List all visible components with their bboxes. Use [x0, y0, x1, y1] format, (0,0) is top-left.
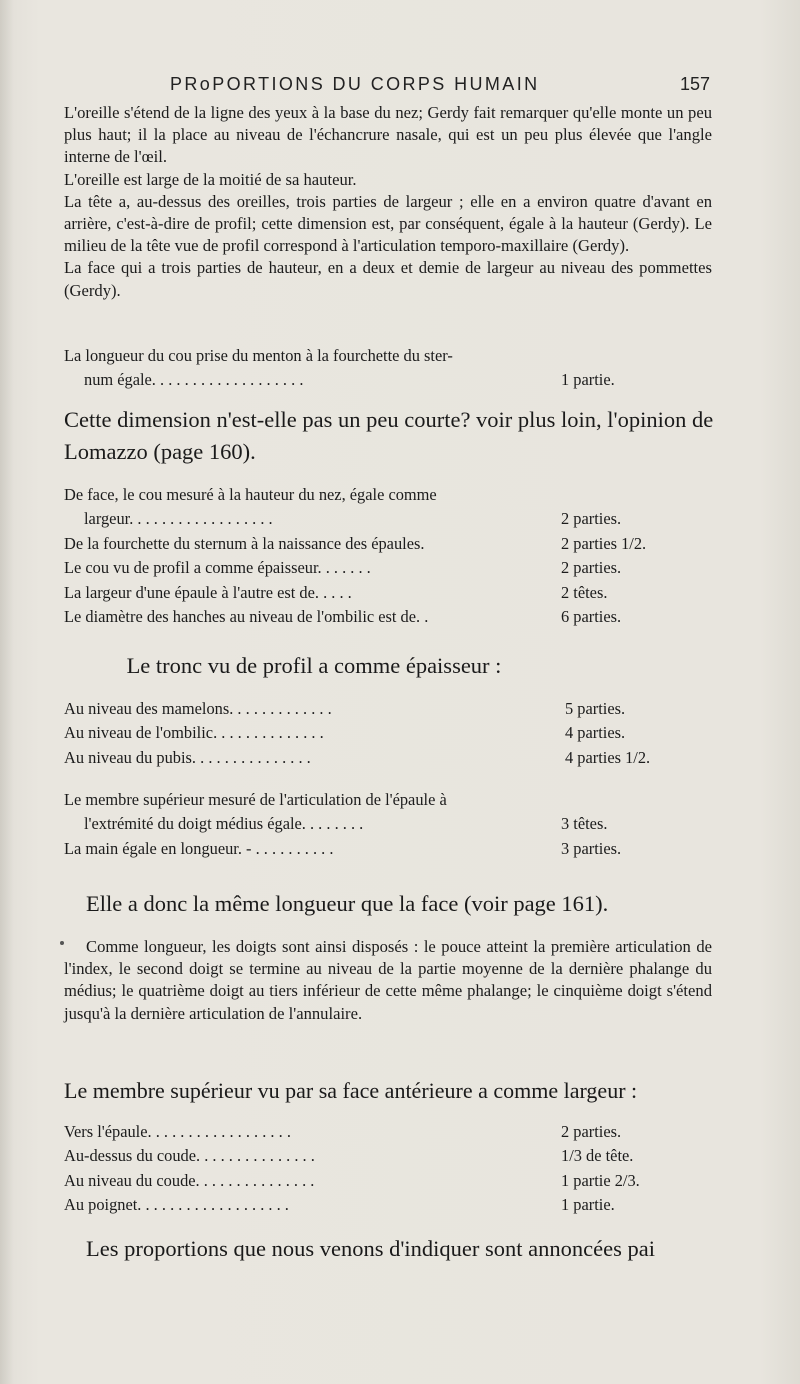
face-row-label: Le cou vu de profil a comme épaisseur. . . . . . .	[64, 558, 371, 578]
heading-trunk: Le tronc vu de profil a comme épaisseur :	[126, 653, 502, 678]
paragraph-fingers: Comme longueur, les doigts sont ainsi disposés : le pouce atteint la première articulation de l'index, le second doigt se termine au niveau de la partie moyenne de la dernière phalange du médius; le quatrième doigt au tiers inférieur de cette même phalange; le cinquième doigt s'étend jusqu'à la dernière articulation de l'annulaire.	[64, 937, 712, 1023]
face-row-label: largeur. . . . . . . . . . . . . . . . . .	[84, 509, 273, 529]
neck-length-value: 1 partie.	[561, 370, 615, 390]
remark-hand-face: Elle a donc la même longueur que la face (voir page 161).	[86, 891, 609, 916]
paragraph-ear-position: L'oreille s'étend de la ligne des yeux à la base du nez; Gerdy fait remarquer qu'elle monte un peu plus haut; il la place au niveau de l'échancrure nasale, qui est un peu plus élevée que l'angle interne de l'œil.	[64, 103, 712, 167]
arm-width-row-value: 1/3 de tête.	[561, 1146, 634, 1166]
trunk-row-value: 4 parties.	[565, 723, 626, 743]
face-row-label: Le diamètre des hanches au niveau de l'ombilic est de. .	[64, 606, 429, 626]
arm-width-row-value: 2 parties.	[561, 1122, 622, 1141]
arm-width-row-label: Au niveau du coude. . . . . . . . . . . . . . .	[64, 1170, 315, 1190]
page-header	[170, 74, 710, 100]
arm-row-label: l'extrémité du doigt médius égale. . . . . . . .	[84, 814, 364, 834]
trunk-row-label: Au niveau des mamelons. . . . . . . . . . . . .	[64, 699, 332, 718]
arm-width-row-value: 1 partie 2/3.	[561, 1170, 640, 1190]
intro-text	[64, 102, 712, 302]
face-table-intro: De face, le cou mesuré à la hauteur du nez, égale comme	[64, 485, 437, 504]
arm-row-label: La main égale en longueur. - . . . . . . . . . .	[64, 838, 334, 858]
paragraph-ear-width: L'oreille est large de la moitié de sa hauteur.	[64, 169, 357, 189]
neck-length-line2: num égale. . . . . . . . . . . . . . . . . . .	[84, 370, 304, 390]
face-row-value: 2 têtes.	[561, 582, 608, 602]
arm-width-row-label: Vers l'épaule. . . . . . . . . . . . . . . . . .	[64, 1122, 291, 1141]
arm-width-row-value: 1 partie.	[561, 1195, 615, 1215]
arm-row-value: 3 têtes.	[561, 814, 608, 834]
remark-lomazzo: Cette dimension n'est-elle pas un peu courte? voir plus loin, l'opinion de Lomazzo (page 160).	[64, 407, 714, 464]
running-title: PRoPORTIONS DU CORPS HUMAIN	[170, 74, 540, 94]
face-row-value: 6 parties.	[561, 606, 622, 626]
trunk-row-label: Au niveau de l'ombilic. . . . . . . . . . . . . .	[64, 723, 324, 743]
face-row-value: 2 parties.	[561, 509, 622, 529]
face-row-label: De la fourchette du sternum à la naissance des épaules.	[64, 533, 425, 553]
face-row-value: 2 parties 1/2.	[561, 533, 647, 553]
paragraph-head-width: La tête a, au-dessus des oreilles, trois parties de largeur ; elle en a environ quatre d'avant en arrière, c'est-à-dire de profil; cette dimension est, par conséquent, égale à la hauteur (Gerdy). Le milieu de la tête vue de profil correspond à l'articulation temporo-maxillaire (Gerdy).	[64, 191, 712, 256]
arm-row-value: 3 parties.	[561, 838, 622, 858]
neck-length-line1: La longueur du cou prise du menton à la fourchette du ster-	[64, 346, 453, 365]
page-number: 157	[679, 74, 710, 94]
trunk-row-value: 5 parties.	[565, 699, 626, 718]
trunk-row-value: 4 parties 1/2.	[565, 747, 651, 767]
closing-line: Les proportions que nous venons d'indiquer sont annoncées pai	[86, 1236, 655, 1261]
face-row-value: 2 parties.	[561, 558, 622, 578]
arm-width-row-label: Au-dessus du coude. . . . . . . . . . . . . . .	[64, 1146, 315, 1166]
heading-arm-width: Le membre supérieur vu par sa face antérieure a comme largeur :	[64, 1078, 638, 1103]
arm-width-row-label: Au poignet. . . . . . . . . . . . . . . . . . .	[64, 1195, 289, 1215]
paragraph-face: La face qui a trois parties de hauteur, en a deux et demie de largeur au niveau des pommettes (Gerdy).	[64, 258, 712, 300]
arm-table-intro: Le membre supérieur mesuré de l'articulation de l'épaule à	[64, 790, 447, 809]
face-row-label: La largeur d'une épaule à l'autre est de. . . . .	[64, 582, 352, 602]
fingers-text	[64, 936, 712, 1025]
trunk-row-label: Au niveau du pubis. . . . . . . . . . . . . . .	[64, 747, 311, 767]
